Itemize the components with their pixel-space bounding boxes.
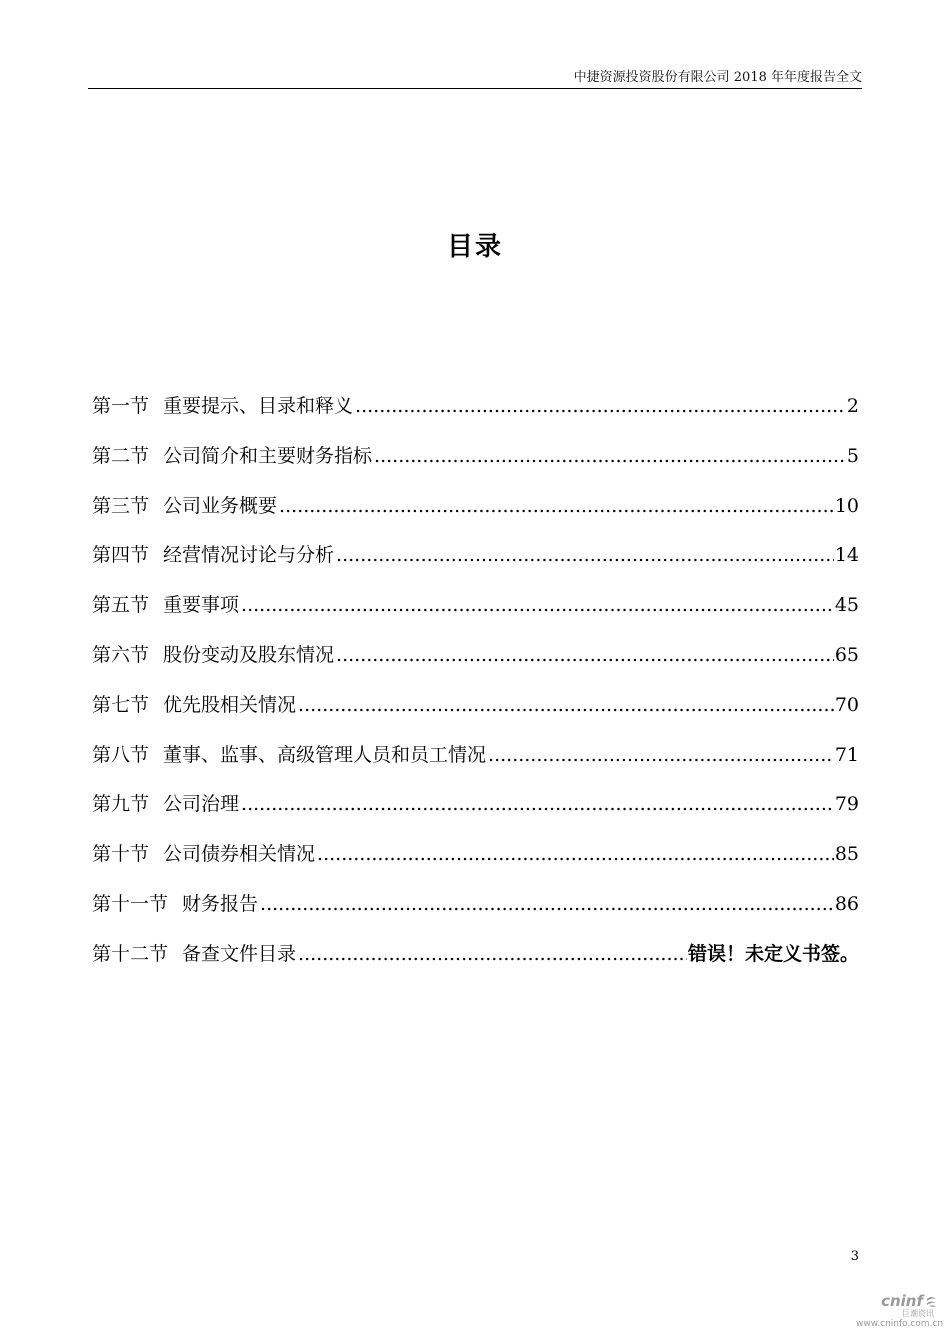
toc-title: 重要事项 bbox=[163, 594, 240, 617]
toc-dot-leader bbox=[279, 491, 834, 521]
toc-dot-leader bbox=[317, 839, 834, 869]
toc-page-number: 5 bbox=[846, 444, 859, 467]
toc-entry[interactable] bbox=[92, 441, 859, 491]
toc-entry[interactable] bbox=[92, 540, 859, 590]
toc-page-number: 2 bbox=[846, 395, 859, 417]
toc-entry[interactable] bbox=[92, 391, 859, 441]
toc-title: 股份变动及股东情况 bbox=[163, 643, 335, 666]
toc-entry[interactable] bbox=[92, 491, 859, 541]
toc-section-label: 第六节 bbox=[92, 643, 150, 666]
toc-section-label: 第三节 bbox=[92, 494, 150, 517]
toc-title: 公司债券相关情况 bbox=[163, 843, 316, 866]
toc-dot-leader bbox=[488, 740, 834, 770]
toc-page-number: 71 bbox=[834, 743, 859, 766]
toc-page-number: 86 bbox=[834, 892, 859, 915]
toc-section-label: 第七节 bbox=[92, 693, 150, 716]
toc-entry[interactable] bbox=[92, 740, 859, 790]
header-divider bbox=[88, 88, 862, 89]
page-number: 3 bbox=[850, 1249, 859, 1264]
toc-section-label: 第四节 bbox=[92, 544, 150, 567]
toc-entry[interactable] bbox=[92, 889, 859, 939]
toc-entry[interactable] bbox=[92, 590, 859, 640]
cninfo-url: www.cninfo.com.cn bbox=[856, 1319, 944, 1329]
toc-entry[interactable] bbox=[92, 789, 859, 839]
toc-title: 备查文件目录 bbox=[182, 942, 297, 965]
toc-dot-leader bbox=[241, 590, 834, 620]
toc-section-label: 第八节 bbox=[92, 743, 150, 766]
toc-section-label: 第十节 bbox=[92, 843, 150, 866]
toc-title: 董事、监事、高级管理人员和员工情况 bbox=[163, 743, 487, 766]
toc-dot-leader bbox=[374, 441, 846, 471]
cninfo-watermark bbox=[856, 1292, 944, 1330]
toc-section-label: 第二节 bbox=[92, 444, 150, 467]
toc-dot-leader bbox=[298, 690, 834, 720]
cninfo-logo bbox=[856, 1293, 938, 1309]
table-of-contents bbox=[92, 391, 859, 989]
toc-dot-leader bbox=[336, 540, 834, 570]
toc-section-label: 第九节 bbox=[92, 793, 150, 816]
toc-title: 公司业务概要 bbox=[163, 494, 278, 517]
toc-page-number: 65 bbox=[834, 643, 859, 666]
toc-dot-leader bbox=[241, 789, 834, 819]
toc-title: 优先股相关情况 bbox=[163, 693, 297, 716]
toc-section-label: 第十一节 bbox=[92, 892, 169, 915]
toc-entry[interactable] bbox=[92, 690, 859, 740]
toc-section-label: 第一节 bbox=[92, 395, 150, 417]
toc-page-number: 70 bbox=[834, 693, 859, 716]
page-title: 目录 bbox=[446, 232, 503, 262]
toc-page-number: 45 bbox=[834, 594, 859, 617]
toc-bookmark-error: 错误！未定义书签。 bbox=[687, 942, 859, 965]
running-header: 中捷资源投资股份有限公司 2018 年年度报告全文 bbox=[573, 70, 862, 85]
toc-dot-leader bbox=[260, 889, 834, 919]
cninfo-logo-text: cninf bbox=[881, 1292, 923, 1310]
toc-section-label: 第十二节 bbox=[92, 942, 169, 965]
toc-entry[interactable] bbox=[92, 640, 859, 690]
toc-page-number: 79 bbox=[834, 793, 859, 816]
toc-entry[interactable] bbox=[92, 939, 859, 989]
toc-dot-leader bbox=[298, 939, 687, 969]
toc-title: 公司简介和主要财务指标 bbox=[163, 444, 373, 467]
toc-title: 公司治理 bbox=[163, 793, 240, 816]
toc-section-label: 第五节 bbox=[92, 594, 150, 617]
toc-page-number: 10 bbox=[834, 494, 859, 517]
toc-dot-leader bbox=[336, 640, 834, 670]
toc-title: 重要提示、目录和释义 bbox=[163, 395, 354, 417]
cninfo-chinese-name: 巨潮资讯 bbox=[902, 1309, 934, 1318]
toc-title: 经营情况讨论与分析 bbox=[163, 544, 335, 567]
swirl-icon bbox=[925, 1295, 938, 1308]
toc-title: 财务报告 bbox=[182, 892, 259, 915]
toc-page-number: 85 bbox=[834, 843, 859, 866]
toc-page-number: 14 bbox=[834, 544, 859, 567]
toc-entry[interactable] bbox=[92, 839, 859, 889]
toc-dot-leader bbox=[355, 391, 846, 421]
